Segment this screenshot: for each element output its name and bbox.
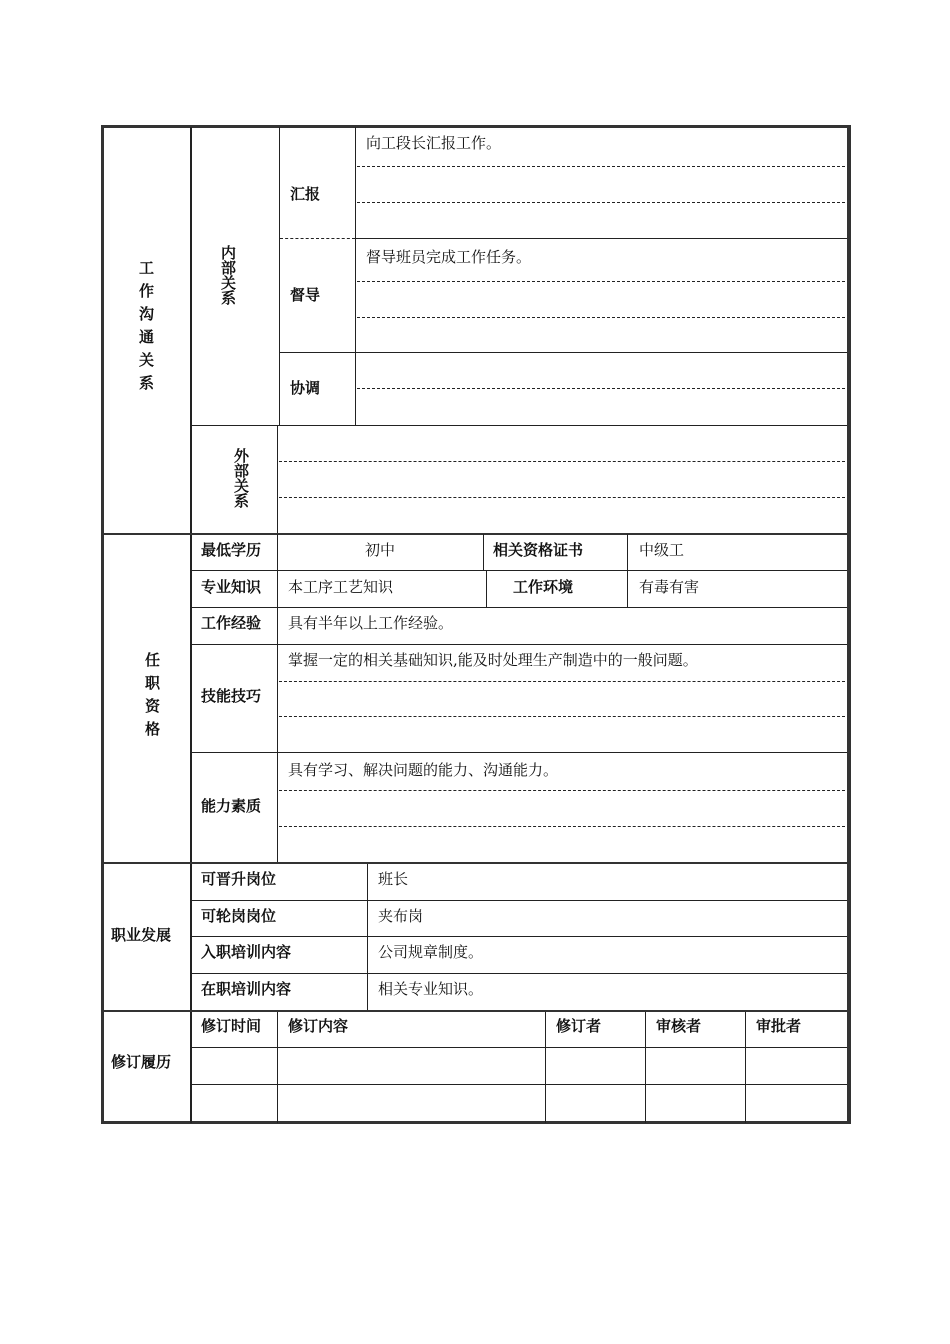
certificate-value: 中级工 — [639, 541, 685, 559]
divider — [190, 752, 847, 753]
divider — [355, 238, 847, 239]
writing-line — [279, 461, 845, 462]
divider — [190, 607, 847, 608]
revision-section-label: 修订履历 — [111, 1053, 172, 1071]
writing-line — [357, 317, 845, 318]
divider — [101, 1010, 849, 1012]
divider — [645, 1012, 646, 1123]
divider — [279, 127, 280, 426]
rotation-label: 可轮岗岗位 — [201, 907, 277, 925]
report-text: 向工段长汇报工作。 — [366, 134, 502, 152]
divider — [190, 644, 847, 645]
skills-value: 掌握一定的相关基础知识,能及时处理生产制造中的一般问题。 — [288, 651, 698, 669]
writing-line — [357, 166, 845, 167]
education-label: 最低学历 — [201, 541, 262, 559]
experience-label: 工作经验 — [201, 614, 262, 632]
environment-value: 有毒有害 — [639, 578, 700, 596]
promotion-value: 班长 — [378, 870, 409, 888]
experience-value: 具有半年以上工作经验。 — [288, 614, 454, 632]
writing-line — [357, 388, 845, 389]
divider — [190, 973, 847, 974]
divider — [745, 1012, 746, 1123]
writing-line — [279, 716, 845, 717]
coordinate-label: 协调 — [290, 379, 321, 397]
divider — [355, 127, 356, 426]
supervise-text: 督导班员完成工作任务。 — [366, 248, 532, 266]
divider — [545, 1012, 546, 1123]
inservice-value: 相关专业知识。 — [378, 980, 484, 998]
divider — [101, 862, 849, 864]
writing-line — [279, 790, 845, 791]
knowledge-label: 专业知识 — [201, 578, 262, 596]
divider — [101, 533, 849, 535]
promotion-label: 可晋升岗位 — [201, 870, 277, 888]
divider — [190, 1084, 847, 1085]
divider — [627, 534, 628, 608]
divider — [190, 570, 847, 571]
rotation-value: 夹布岗 — [378, 907, 424, 925]
ability-label: 能力素质 — [201, 797, 262, 815]
divider — [277, 1012, 278, 1123]
writing-line — [279, 826, 845, 827]
writing-line — [279, 681, 845, 682]
revision-header-reviser: 修订者 — [556, 1017, 602, 1035]
internal-relations-label: 内部关系 — [219, 245, 237, 305]
divider — [190, 425, 847, 426]
qualification-section-label: 任职资格 — [143, 652, 161, 744]
external-relations-label: 外部关系 — [232, 448, 250, 508]
certificate-label: 相关资格证书 — [493, 541, 584, 559]
writing-line — [357, 202, 845, 203]
divider — [277, 534, 278, 862]
divider — [367, 864, 368, 1010]
report-label: 汇报 — [290, 185, 321, 203]
divider — [190, 936, 847, 937]
ability-value: 具有学习、解决问题的能力、沟通能力。 — [288, 761, 559, 779]
education-value: 初中 — [365, 541, 396, 559]
environment-label: 工作环境 — [513, 578, 574, 596]
divider — [190, 900, 847, 901]
revision-header-reviewer: 审核者 — [656, 1017, 702, 1035]
divider — [190, 1047, 847, 1048]
communication-section-label: 工作沟通关系 — [137, 260, 155, 398]
revision-header-time: 修订时间 — [201, 1017, 262, 1035]
divider — [279, 352, 847, 353]
onboarding-label: 入职培训内容 — [201, 943, 292, 961]
revision-header-content: 修订内容 — [288, 1017, 349, 1035]
divider — [486, 571, 487, 608]
knowledge-value: 本工序工艺知识 — [288, 578, 394, 596]
onboarding-value: 公司规章制度。 — [378, 943, 484, 961]
revision-header-approver: 审批者 — [756, 1017, 802, 1035]
writing-line — [279, 497, 845, 498]
career-section-label: 职业发展 — [111, 926, 172, 944]
skills-label: 技能技巧 — [201, 687, 262, 705]
inservice-label: 在职培训内容 — [201, 980, 292, 998]
supervise-label: 督导 — [290, 286, 321, 304]
divider — [483, 534, 484, 571]
writing-line — [357, 281, 845, 282]
divider — [277, 426, 278, 534]
divider — [280, 238, 355, 239]
